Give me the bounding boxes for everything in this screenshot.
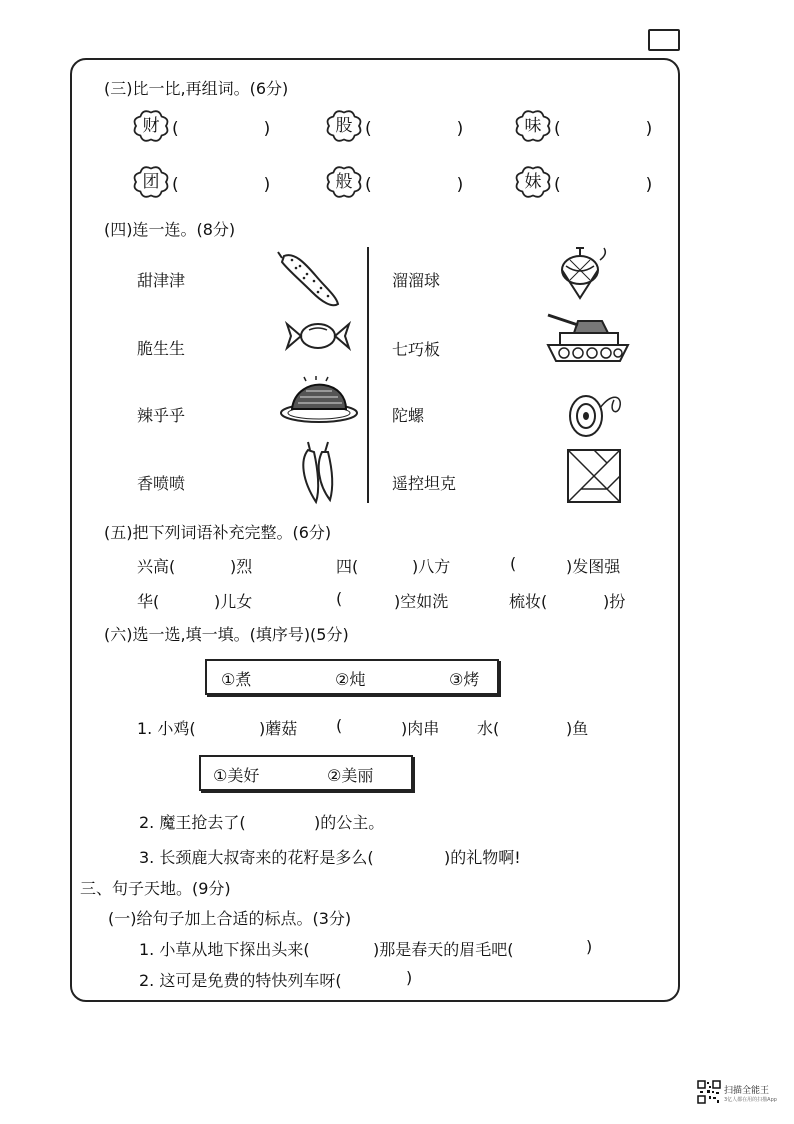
right-word-2: 七巧板 bbox=[392, 340, 441, 359]
right-word-1: 溜溜球 bbox=[392, 271, 441, 290]
q3-part-a: 3. 长颈鹿大叔寄来的花籽是多么( bbox=[139, 848, 374, 867]
part-3-subtitle: (一)给句子加上合适的标点。(3分) bbox=[108, 909, 352, 928]
q1-part-a: 1. 小鸡( bbox=[137, 719, 196, 738]
flower-char: 股 bbox=[335, 116, 353, 136]
score-box bbox=[648, 29, 680, 51]
section-5-title: (五)把下列词语补充完整。(6分) bbox=[104, 523, 332, 542]
scanner-brand-sub: 3亿人都在用的扫描App bbox=[724, 1097, 777, 1103]
flower-char: 味 bbox=[524, 116, 542, 136]
idiom-6-start: 梳妆( bbox=[509, 592, 548, 611]
column-divider bbox=[367, 247, 369, 503]
option-box-adjectives bbox=[199, 755, 413, 791]
flower-char: 般 bbox=[335, 172, 353, 192]
flower-char: 财 bbox=[142, 116, 160, 136]
tank-icon bbox=[544, 311, 632, 365]
idiom-5-end: )空如洗 bbox=[394, 592, 449, 611]
idiom-4-start: 华( bbox=[137, 592, 160, 611]
option-zhu: ①煮 bbox=[221, 670, 252, 689]
spinning-top-icon bbox=[552, 246, 612, 302]
p3-q1-part-a: 1. 小草从地下探出头来( bbox=[139, 940, 310, 959]
answer-blank[interactable]: ( ) bbox=[365, 119, 464, 139]
idiom-3-end: )发图强 bbox=[566, 557, 621, 576]
q3-part-b: )的礼物啊! bbox=[444, 848, 521, 867]
flower-char: 团 bbox=[142, 172, 160, 192]
p3-q2-part-b: ) bbox=[406, 968, 413, 987]
answer-blank[interactable]: ( ) bbox=[554, 175, 653, 195]
q1-part-b: )蘑菇 bbox=[259, 719, 298, 738]
answer-blank[interactable]: ( ) bbox=[365, 175, 464, 195]
q1-part-e: 水( bbox=[477, 719, 500, 738]
flower-char-box bbox=[128, 161, 174, 203]
left-word-2: 脆生生 bbox=[137, 339, 186, 358]
flower-char-box bbox=[510, 161, 556, 203]
flower-char-box bbox=[128, 105, 174, 147]
left-word-3: 辣乎乎 bbox=[137, 406, 186, 425]
option-box-cooking bbox=[205, 659, 499, 695]
answer-blank[interactable]: ( ) bbox=[172, 175, 271, 195]
q1-part-c: ( bbox=[336, 716, 343, 735]
idiom-2-end: )八方 bbox=[412, 557, 451, 576]
scanner-brand: 扫描全能王 bbox=[724, 1086, 770, 1096]
option-meili: ②美丽 bbox=[327, 766, 374, 785]
cucumber-icon bbox=[274, 248, 344, 310]
section-6-title: (六)选一选,填一填。(填序号)(5分) bbox=[104, 625, 349, 644]
option-meihao: ①美好 bbox=[213, 766, 260, 785]
idiom-3-start: ( bbox=[510, 554, 517, 573]
p3-q1-part-b: )那是春天的眉毛吧( bbox=[373, 940, 514, 959]
q2-part-a: 2. 魔王抢去了( bbox=[139, 813, 246, 832]
p3-q1-part-c: ) bbox=[586, 937, 593, 956]
idiom-6-end: )扮 bbox=[603, 592, 626, 611]
flower-char-box bbox=[510, 105, 556, 147]
left-word-1: 甜津津 bbox=[137, 271, 186, 290]
flower-char-box bbox=[321, 161, 367, 203]
answer-blank[interactable]: ( ) bbox=[172, 119, 271, 139]
answer-blank[interactable]: ( ) bbox=[554, 119, 653, 139]
p3-q2-part-a: 2. 这可是免费的特快列车呀( bbox=[139, 971, 342, 990]
left-word-4: 香喷喷 bbox=[137, 474, 186, 493]
idiom-1-end: )烈 bbox=[230, 557, 253, 576]
tangram-icon bbox=[566, 448, 622, 504]
option-kao: ③烤 bbox=[449, 670, 480, 689]
idiom-1-start: 兴高( bbox=[137, 557, 176, 576]
option-dun: ②炖 bbox=[335, 670, 366, 689]
idiom-5-start: ( bbox=[336, 589, 343, 608]
flower-char: 妹 bbox=[524, 172, 542, 192]
candy-icon bbox=[283, 318, 353, 354]
flower-char-box bbox=[321, 105, 367, 147]
part-3-title: 三、句子天地。(9分) bbox=[80, 879, 231, 898]
q1-part-f: )鱼 bbox=[566, 719, 589, 738]
chili-pepper-icon bbox=[294, 440, 340, 506]
right-word-3: 陀螺 bbox=[392, 406, 425, 425]
q1-part-d: )肉串 bbox=[401, 719, 440, 738]
yoyo-icon bbox=[564, 386, 628, 440]
q2-part-b: )的公主。 bbox=[314, 813, 385, 832]
qr-code-icon bbox=[697, 1080, 721, 1104]
idiom-4-end: )儿女 bbox=[214, 592, 253, 611]
section-4-title: (四)连一连。(8分) bbox=[104, 220, 236, 239]
idiom-2-start: 四( bbox=[336, 557, 359, 576]
section-3-title: (三)比一比,再组词。(6分) bbox=[104, 79, 289, 98]
right-word-4: 遥控坦克 bbox=[392, 474, 457, 493]
roast-chicken-icon bbox=[276, 375, 362, 425]
